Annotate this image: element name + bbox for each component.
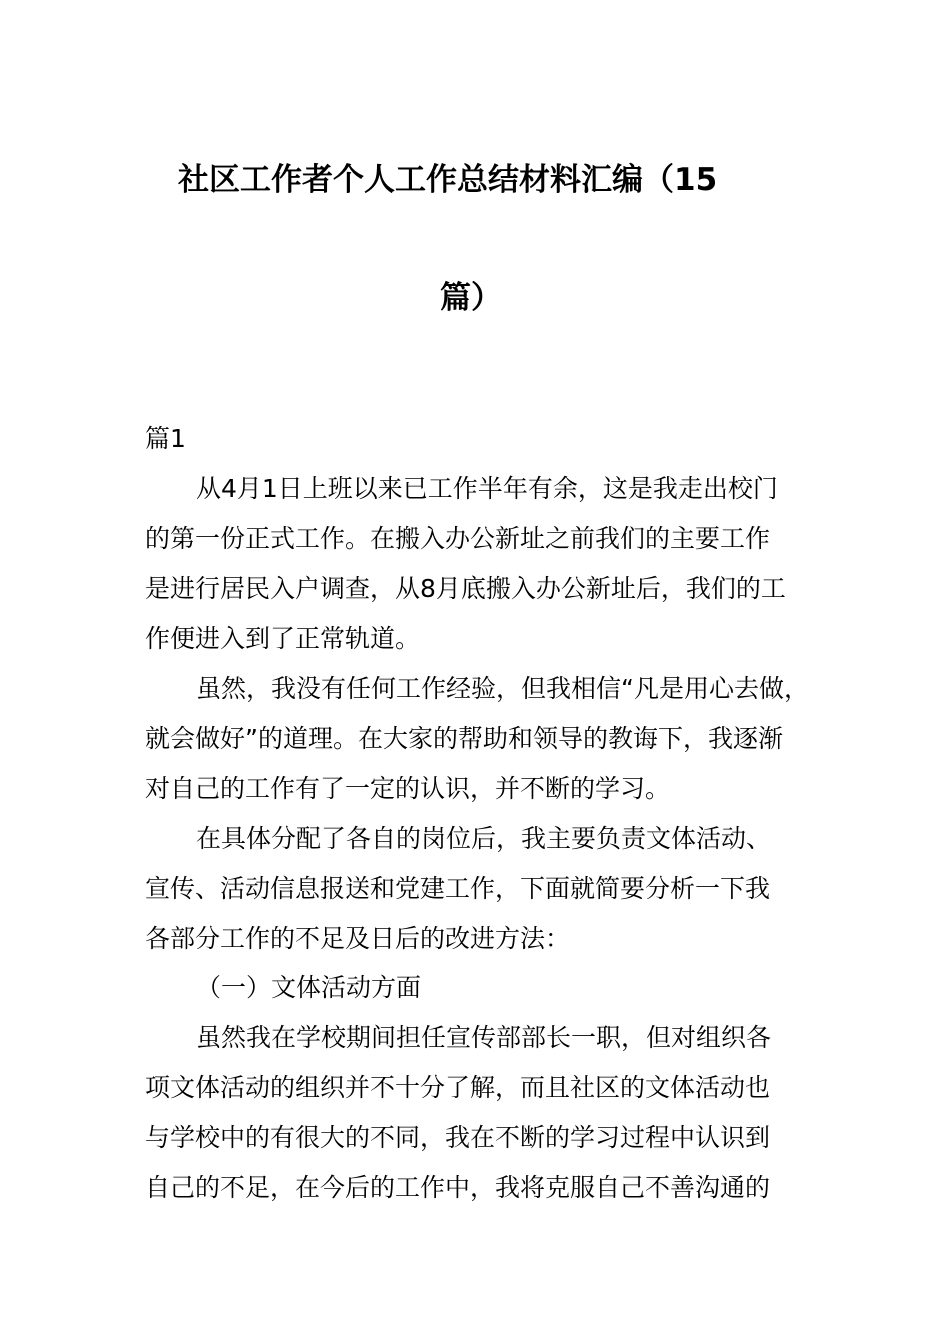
paragraph-2-line-2: 就会做好”的道理。在大家的帮助和领导的教诲下，我逐渐 <box>145 724 783 753</box>
paragraph-4-line-2: 项文体活动的组织并不十分了解，而且社区的文体活动也 <box>145 1073 771 1102</box>
paragraph-3-line-3: 各部分工作的不足及日后的改进方法： <box>145 924 571 953</box>
paragraph-3-line-1: 在具体分配了各自的岗位后，我主要负责文体活动、 <box>196 824 772 853</box>
paragraph-2-line-1: 虽然，我没有任何工作经验，但我相信“凡是用心去做， <box>196 674 809 703</box>
document-title-line-2: 篇） <box>440 280 502 316</box>
paragraph-1-line-4: 作便进入到了正常轨道。 <box>145 624 421 653</box>
paragraph-1-line-1: 从4月1日上班以来已工作半年有余，这是我走出校门 <box>196 474 778 503</box>
paragraph-4-line-1: 虽然我在学校期间担任宣传部部长一职，但对组织各 <box>196 1023 772 1052</box>
paragraph-3-line-2: 宣传、活动信息报送和党建工作，下面就简要分析一下我 <box>145 874 771 903</box>
subsection-heading: （一）文体活动方面 <box>196 973 422 1002</box>
paragraph-1-line-3: 是进行居民入户调查，从8月底搬入办公新址后，我们的工 <box>145 574 786 603</box>
paragraph-2-line-3: 对自己的工作有了一定的认识，并不断的学习。 <box>145 774 671 803</box>
paragraph-4-line-3: 与学校中的有很大的不同，我在不断的学习过程中认识到 <box>145 1123 771 1152</box>
paragraph-4-line-4: 自己的不足，在今后的工作中，我将克服自己不善沟通的 <box>145 1173 771 1202</box>
document-title-line-1: 社区工作者个人工作总结材料汇编（15 <box>178 162 718 198</box>
paragraph-1-line-2: 的第一份正式工作。在搬入办公新址之前我们的主要工作 <box>145 524 771 553</box>
section-heading-part1: 篇1 <box>145 424 186 453</box>
